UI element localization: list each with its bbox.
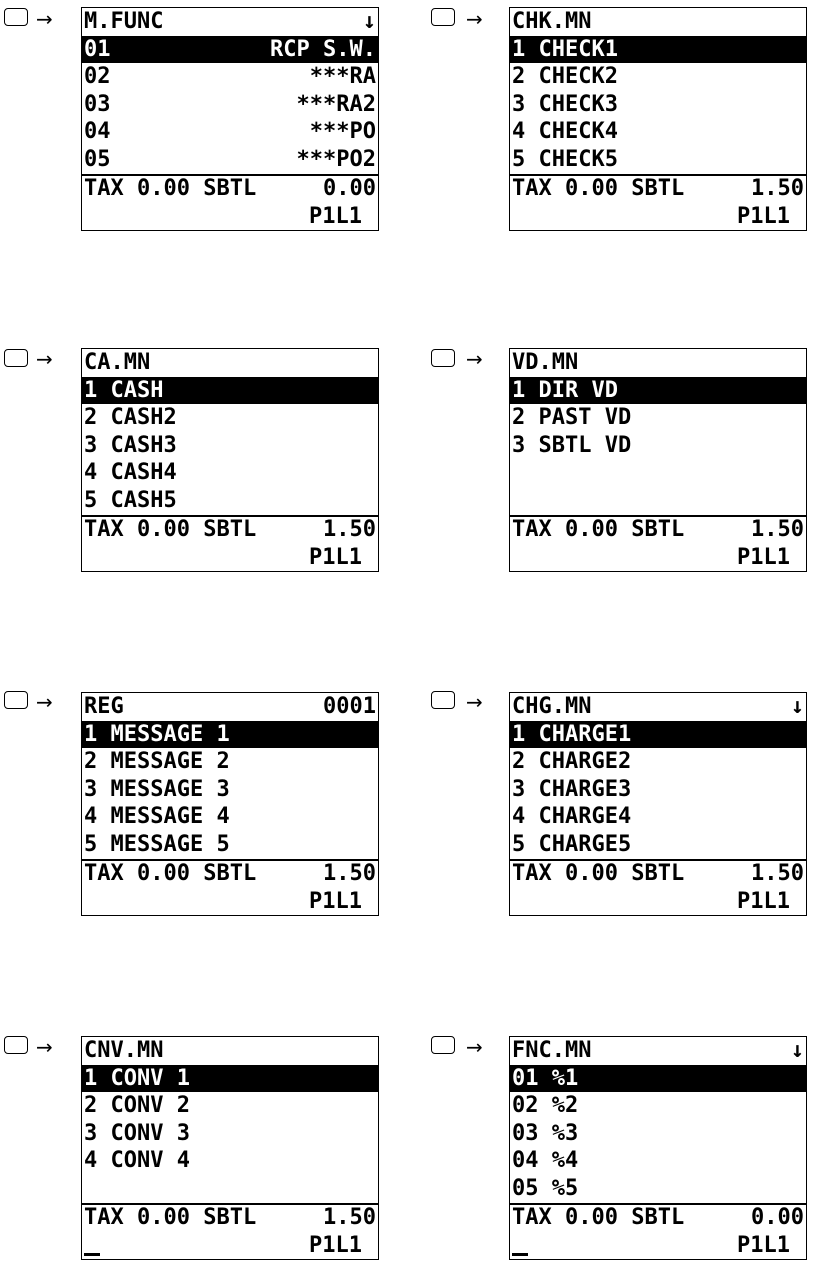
page-line <box>82 888 378 916</box>
screen-title-row <box>82 349 378 377</box>
menu-item-label: 5 CASH5 <box>84 487 177 513</box>
menu-item[interactable] <box>82 459 378 487</box>
lcd-screen <box>509 348 807 572</box>
screen-title-row <box>82 8 378 36</box>
screen-title-right: ↓ <box>790 1038 804 1063</box>
menu-item[interactable] <box>82 803 378 831</box>
cursor-mark <box>512 1253 528 1256</box>
menu-item-label: 04 %4 <box>512 1148 579 1173</box>
lcd-screen <box>509 692 807 916</box>
menu-item-label: 3 MESSAGE 3 <box>84 776 230 802</box>
menu-item-value: ***RA <box>309 64 376 89</box>
menu-item[interactable] <box>82 748 378 776</box>
screen-title: REG <box>84 694 124 719</box>
menu-item-label: 03 <box>84 91 111 117</box>
screen-title-row <box>82 693 378 721</box>
page-indicator: P1L1 <box>309 889 362 914</box>
right-arrow-icon: → <box>466 7 483 31</box>
menu-item[interactable] <box>82 91 378 119</box>
menu-item-label: 02 %2 <box>512 1093 579 1118</box>
menu-item[interactable] <box>82 831 378 859</box>
page-line <box>510 888 806 916</box>
page-indicator: P1L1 <box>309 545 362 570</box>
menu-item[interactable] <box>510 803 806 831</box>
menu-item-value: ***RA2 <box>296 91 376 117</box>
menu-item-label: 3 SBTL VD <box>512 432 632 458</box>
page-line <box>510 544 806 572</box>
menu-item[interactable] <box>510 776 806 804</box>
menu-item[interactable] <box>82 1147 378 1175</box>
menu-item-label: 3 CHECK3 <box>512 91 618 117</box>
menu-item-label: 3 CONV 3 <box>84 1120 190 1146</box>
selected-menu-item[interactable] <box>82 721 378 749</box>
status-line <box>510 516 806 544</box>
menu-item-label: 5 CHARGE5 <box>512 831 632 857</box>
lcd-screen <box>81 348 379 572</box>
page-line <box>82 1232 378 1260</box>
screen-title-row <box>82 1037 378 1065</box>
subtotal-value: 1.50 <box>751 517 804 542</box>
menu-item-label: 4 CHECK4 <box>512 119 618 144</box>
status-line <box>510 175 806 203</box>
subtotal-value: 0.00 <box>323 176 376 201</box>
right-arrow-icon: → <box>36 1035 53 1059</box>
menu-item-label: 2 CONV 2 <box>84 1093 190 1118</box>
lcd-screen <box>81 7 379 231</box>
menu-item-label: 5 MESSAGE 5 <box>84 831 230 857</box>
page-indicator: P1L1 <box>309 1233 362 1258</box>
selected-menu-item[interactable] <box>510 721 806 749</box>
menu-item-label: 5 CHECK5 <box>512 146 618 172</box>
selected-menu-item[interactable] <box>510 36 806 64</box>
screen-title: CA.MN <box>84 350 151 375</box>
menu-item[interactable] <box>82 487 378 515</box>
menu-item[interactable] <box>82 1175 378 1203</box>
menu-item[interactable] <box>510 432 806 460</box>
page-indicator: P1L1 <box>737 545 790 570</box>
menu-item[interactable] <box>82 63 378 91</box>
lcd-screen <box>81 692 379 916</box>
menu-item[interactable] <box>82 146 378 174</box>
screen-title: M.FUNC <box>84 9 164 34</box>
menu-item-label: 2 CASH2 <box>84 405 177 430</box>
tax-sbtl-label: TAX 0.00 SBTL <box>84 861 257 886</box>
menu-item[interactable] <box>510 91 806 119</box>
menu-item[interactable] <box>510 459 806 487</box>
subtotal-value: 1.50 <box>323 861 376 886</box>
menu-item-label: 05 <box>84 146 111 172</box>
menu-item-label: 1 DIR VD <box>512 377 618 403</box>
right-arrow-icon: → <box>36 347 53 371</box>
menu-item-label: 4 CHARGE4 <box>512 804 632 829</box>
key-box-icon[interactable] <box>4 691 28 709</box>
menu-item[interactable] <box>82 1120 378 1148</box>
page-indicator: P1L1 <box>309 204 362 229</box>
lcd-screen <box>81 1036 379 1260</box>
menu-item-label: 2 MESSAGE 2 <box>84 749 230 774</box>
status-line <box>82 1204 378 1232</box>
menu-item[interactable] <box>510 1092 806 1120</box>
tax-sbtl-label: TAX 0.00 SBTL <box>512 1205 685 1230</box>
subtotal-value: 1.50 <box>323 1205 376 1230</box>
right-arrow-icon: → <box>466 347 483 371</box>
menu-item-label: 1 CONV 1 <box>84 1065 190 1091</box>
right-arrow-icon: → <box>466 1035 483 1059</box>
subtotal-value: 1.50 <box>751 861 804 886</box>
key-box-icon[interactable] <box>4 8 28 26</box>
screen-title-row <box>510 693 806 721</box>
key-box-icon[interactable] <box>431 8 455 26</box>
menu-item-label: 1 CHECK1 <box>512 36 618 62</box>
lcd-screen <box>509 1036 807 1260</box>
menu-item[interactable] <box>510 1147 806 1175</box>
menu-item-label: 2 CHECK2 <box>512 64 618 89</box>
lcd-screen <box>509 7 807 231</box>
status-line <box>82 175 378 203</box>
subtotal-value: 1.50 <box>751 176 804 201</box>
menu-item[interactable] <box>510 146 806 174</box>
menu-item[interactable] <box>82 432 378 460</box>
selected-menu-item[interactable] <box>82 377 378 405</box>
menu-item-label: 03 %3 <box>512 1120 579 1146</box>
right-arrow-icon: → <box>36 7 53 31</box>
key-box-icon[interactable] <box>431 691 455 709</box>
key-box-icon[interactable] <box>431 1036 455 1054</box>
page-line <box>510 203 806 231</box>
menu-item-label: 4 CONV 4 <box>84 1148 190 1173</box>
menu-item[interactable] <box>510 1175 806 1203</box>
screen-title: CNV.MN <box>84 1038 164 1063</box>
subtotal-value: 0.00 <box>751 1205 804 1230</box>
selected-menu-item[interactable] <box>82 1065 378 1093</box>
status-line <box>82 516 378 544</box>
menu-item[interactable] <box>82 776 378 804</box>
menu-item[interactable] <box>510 1120 806 1148</box>
screen-title: VD.MN <box>512 350 579 375</box>
screen-title: FNC.MN <box>512 1038 592 1063</box>
status-line <box>510 1204 806 1232</box>
tax-sbtl-label: TAX 0.00 SBTL <box>512 861 685 886</box>
menu-item-label: 04 <box>84 119 111 144</box>
menu-item-label: 4 CASH4 <box>84 460 177 485</box>
screen-title-right: 0001 <box>323 694 376 719</box>
menu-item[interactable] <box>510 831 806 859</box>
menu-item-label: 02 <box>84 64 111 89</box>
menu-item-label: 3 CASH3 <box>84 432 177 458</box>
screen-title: CHG.MN <box>512 694 592 719</box>
screen-title-right: ↓ <box>790 694 804 719</box>
page-line <box>82 544 378 572</box>
selected-menu-item[interactable] <box>510 1065 806 1093</box>
right-arrow-icon: → <box>36 690 53 714</box>
screen-title-row <box>510 1037 806 1065</box>
menu-item[interactable] <box>510 404 806 432</box>
page-indicator: P1L1 <box>737 889 790 914</box>
menu-item-label: 2 PAST VD <box>512 405 632 430</box>
key-box-icon[interactable] <box>431 349 455 367</box>
menu-item[interactable] <box>82 118 378 146</box>
menu-item-label: 1 MESSAGE 1 <box>84 721 230 747</box>
right-arrow-icon: → <box>466 690 483 714</box>
tax-sbtl-label: TAX 0.00 SBTL <box>512 176 685 201</box>
menu-item[interactable] <box>510 118 806 146</box>
tax-sbtl-label: TAX 0.00 SBTL <box>84 1205 257 1230</box>
selected-menu-item[interactable] <box>82 36 378 64</box>
screen-title-row <box>510 8 806 36</box>
screen-title-row <box>510 349 806 377</box>
menu-item-label: 01 %1 <box>512 1065 579 1091</box>
screen-title-right: ↓ <box>362 9 376 34</box>
screen-title: CHK.MN <box>512 9 592 34</box>
menu-item-value: ***PO2 <box>296 146 376 172</box>
menu-item-value: ***PO <box>309 119 376 144</box>
status-line <box>82 860 378 888</box>
status-line <box>510 860 806 888</box>
menu-item[interactable] <box>510 487 806 515</box>
menu-item-label: 4 MESSAGE 4 <box>84 804 230 829</box>
subtotal-value: 1.50 <box>323 517 376 542</box>
menu-item[interactable] <box>82 1092 378 1120</box>
cursor-mark <box>84 1253 100 1256</box>
tax-sbtl-label: TAX 0.00 SBTL <box>84 517 257 542</box>
page-line <box>82 203 378 231</box>
page-indicator: P1L1 <box>737 204 790 229</box>
menu-item-label: 1 CASH <box>84 377 164 403</box>
key-box-icon[interactable] <box>4 349 28 367</box>
menu-item-label: 01 <box>84 36 111 62</box>
tax-sbtl-label: TAX 0.00 SBTL <box>84 176 257 201</box>
menu-item-value: RCP S.W. <box>270 36 376 62</box>
page-indicator: P1L1 <box>737 1233 790 1258</box>
tax-sbtl-label: TAX 0.00 SBTL <box>512 517 685 542</box>
menu-item[interactable] <box>510 748 806 776</box>
key-box-icon[interactable] <box>4 1036 28 1054</box>
selected-menu-item[interactable] <box>510 377 806 405</box>
page-line <box>510 1232 806 1260</box>
menu-item-label: 05 %5 <box>512 1175 579 1201</box>
menu-item[interactable] <box>510 63 806 91</box>
menu-item-label: 2 CHARGE2 <box>512 749 632 774</box>
menu-item[interactable] <box>82 404 378 432</box>
menu-item-label: 1 CHARGE1 <box>512 721 632 747</box>
menu-item-label: 3 CHARGE3 <box>512 776 632 802</box>
